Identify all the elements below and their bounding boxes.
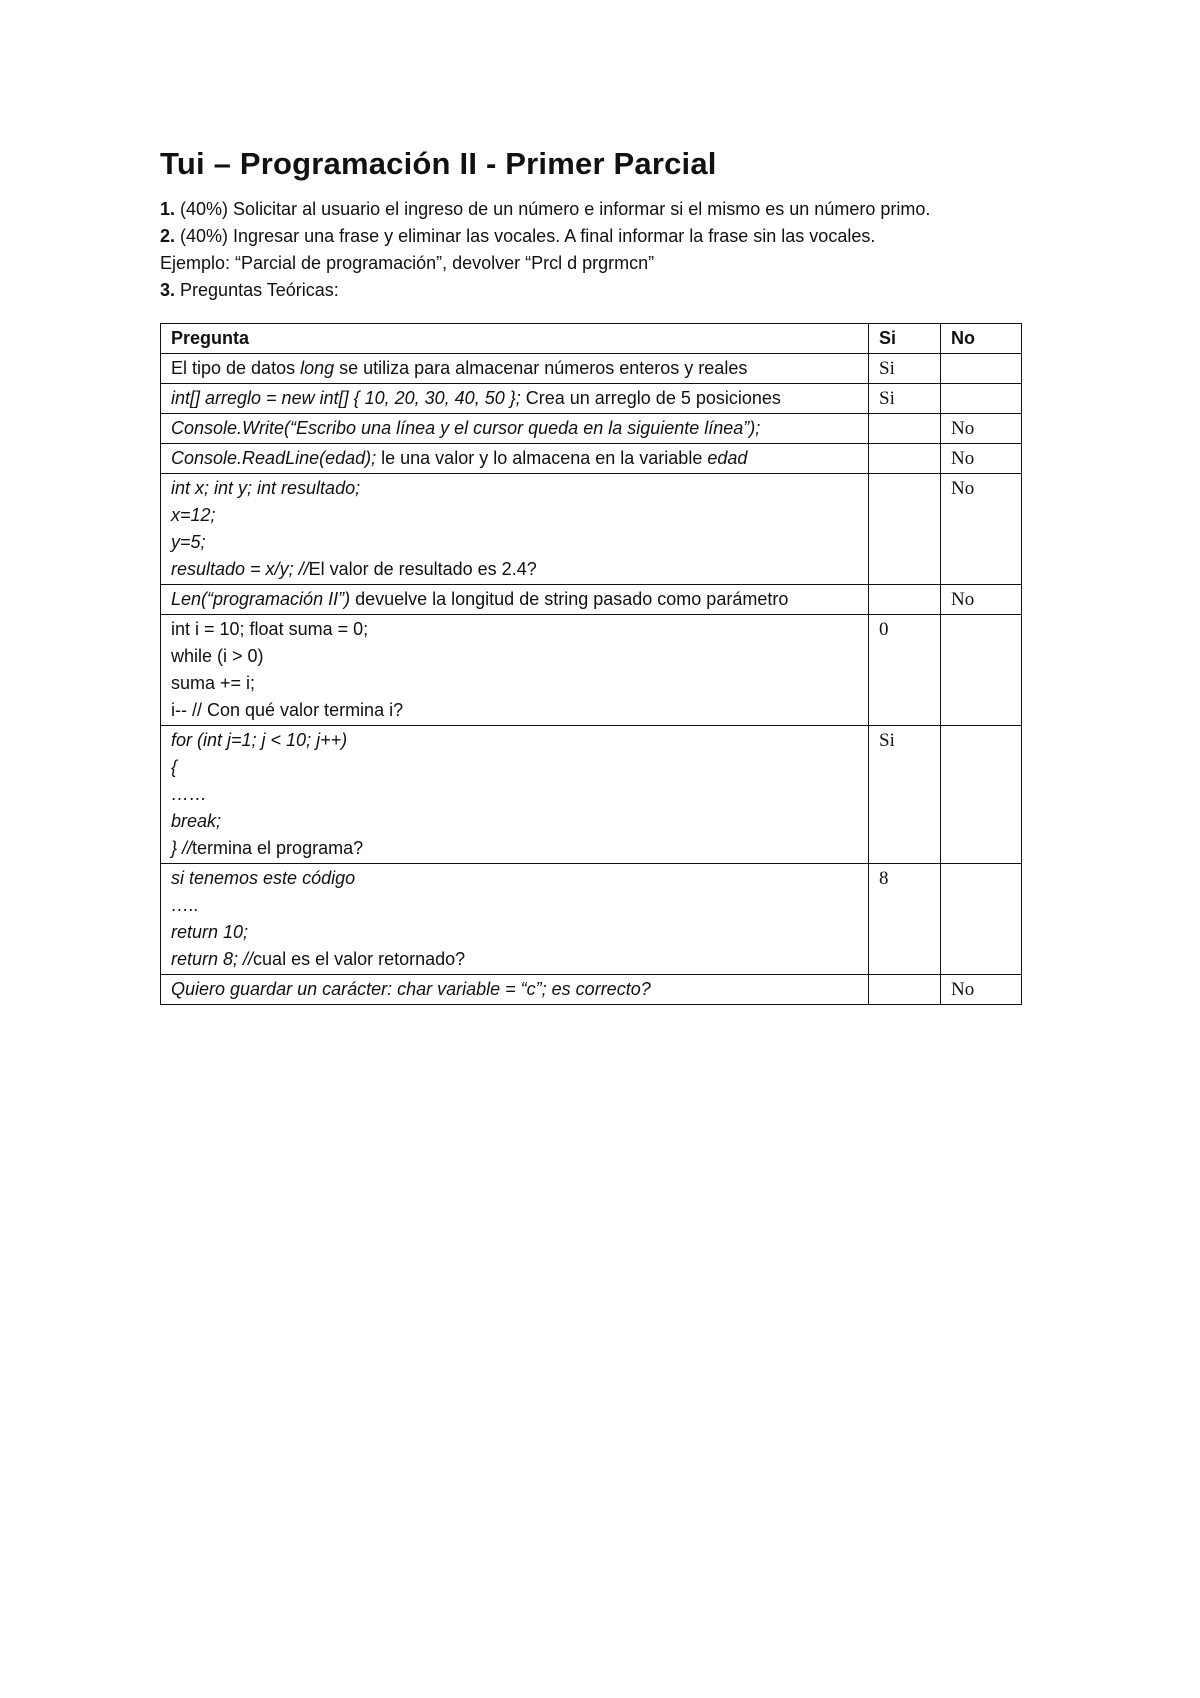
question-2-number: 2. bbox=[160, 225, 176, 246]
question-line bbox=[171, 670, 858, 697]
question-line bbox=[171, 475, 858, 502]
question-cell bbox=[161, 444, 869, 474]
question-text-fragment: edad bbox=[707, 448, 748, 468]
question-cell bbox=[161, 975, 869, 1005]
question-text-fragment: …… bbox=[171, 784, 207, 804]
question-line bbox=[171, 946, 858, 973]
question-1 bbox=[160, 196, 1020, 223]
question-text-fragment: } // bbox=[171, 838, 193, 858]
question-text-fragment: return 10; bbox=[171, 922, 249, 942]
table-row bbox=[161, 864, 1022, 975]
question-1-number: 1. bbox=[160, 198, 176, 219]
question-line bbox=[171, 643, 858, 670]
answer-no-cell: No bbox=[941, 444, 1022, 474]
table-row bbox=[161, 975, 1022, 1005]
question-text-fragment: se utiliza para almacenar números enteros y reales bbox=[334, 358, 748, 378]
question-cell bbox=[161, 474, 869, 585]
answer-si-cell: Si bbox=[869, 354, 941, 384]
question-text-fragment: break; bbox=[171, 811, 222, 831]
answer-no-cell: No bbox=[941, 585, 1022, 615]
question-3-text: Preguntas Teóricas: bbox=[180, 279, 339, 300]
question-line bbox=[171, 781, 858, 808]
question-line bbox=[171, 697, 858, 724]
question-text-fragment: resultado = x/y; // bbox=[171, 559, 309, 579]
question-text-fragment: cual es el valor retornado? bbox=[253, 949, 466, 969]
header-si: Si bbox=[869, 324, 941, 354]
question-2 bbox=[160, 223, 1020, 250]
question-text-fragment: int[] arreglo = new int[] { 10, 20, 30, 40, 50 }; bbox=[171, 388, 521, 408]
table-row bbox=[161, 474, 1022, 585]
questions-table bbox=[160, 323, 1022, 1005]
question-line bbox=[171, 835, 858, 862]
question-text-fragment: for (int j=1; j < 10; j++) bbox=[171, 730, 348, 750]
answer-si-cell: 0 bbox=[869, 615, 941, 726]
question-cell bbox=[161, 414, 869, 444]
answer-si-cell bbox=[869, 474, 941, 585]
question-text-fragment: Quiero guardar un carácter: char variable = “c”; es correcto? bbox=[171, 979, 651, 999]
answer-no-cell bbox=[941, 615, 1022, 726]
question-text-fragment: le una valor y lo almacena en la variable bbox=[376, 448, 708, 468]
table-row bbox=[161, 354, 1022, 384]
question-1-text: (40%) Solicitar al usuario el ingreso de un número e informar si el mismo es un número primo. bbox=[180, 198, 931, 219]
question-text-fragment: suma += i; bbox=[171, 673, 256, 693]
question-line bbox=[171, 919, 858, 946]
table-row bbox=[161, 726, 1022, 864]
answer-si-cell bbox=[869, 444, 941, 474]
question-3-number: 3. bbox=[160, 279, 176, 300]
table-row bbox=[161, 384, 1022, 414]
question-line bbox=[171, 892, 858, 919]
question-text-fragment: int x; int y; int resultado; bbox=[171, 478, 361, 498]
question-line bbox=[171, 727, 858, 754]
answer-si-cell: 8 bbox=[869, 864, 941, 975]
table-row bbox=[161, 414, 1022, 444]
question-line bbox=[171, 754, 858, 781]
table-body bbox=[161, 354, 1022, 1005]
question-text-fragment: while (i > 0) bbox=[171, 646, 264, 666]
question-3 bbox=[160, 277, 1020, 304]
answer-no-cell: No bbox=[941, 414, 1022, 444]
answer-no-cell bbox=[941, 384, 1022, 414]
question-text-fragment: Crea un arreglo de 5 posiciones bbox=[520, 388, 781, 408]
answer-si-cell: Si bbox=[869, 726, 941, 864]
question-text-fragment: Console.Write(“Escribo una línea y el cursor queda en la siguiente línea”); bbox=[171, 418, 761, 438]
answer-no-cell: No bbox=[941, 474, 1022, 585]
question-line bbox=[171, 865, 858, 892]
question-line bbox=[171, 529, 858, 556]
question-2-example: Ejemplo: “Parcial de programación”, devolver “Prcl d prgrmcn” bbox=[160, 252, 655, 273]
question-text-fragment: termina el programa? bbox=[192, 838, 364, 858]
answer-si-cell: Si bbox=[869, 384, 941, 414]
question-2-text: (40%) Ingresar una frase y eliminar las vocales. A final informar la frase sin las vocales. bbox=[180, 225, 876, 246]
question-text-fragment: ….. bbox=[171, 895, 200, 915]
question-text-fragment: si tenemos este código bbox=[171, 868, 356, 888]
question-text-fragment: El valor de resultado es 2.4? bbox=[308, 559, 537, 579]
question-text-fragment: long bbox=[300, 358, 335, 378]
question-line bbox=[171, 808, 858, 835]
answer-no-cell: No bbox=[941, 975, 1022, 1005]
question-cell bbox=[161, 615, 869, 726]
question-text-fragment: return 8; // bbox=[171, 949, 254, 969]
question-line bbox=[171, 502, 858, 529]
question-text-fragment: El tipo de datos bbox=[171, 358, 301, 378]
question-text-fragment: i-- // Con qué valor termina i? bbox=[171, 700, 404, 720]
question-text-fragment: { bbox=[171, 757, 178, 777]
answer-si-cell bbox=[869, 975, 941, 1005]
document-title: Tui – Programación II - Primer Parcial bbox=[160, 146, 717, 181]
answer-si-cell bbox=[869, 414, 941, 444]
question-text-fragment: Console.ReadLine(edad); bbox=[171, 448, 377, 468]
header-pregunta: Pregunta bbox=[161, 324, 869, 354]
question-text-fragment: int i = 10; float suma = 0; bbox=[171, 619, 369, 639]
question-cell bbox=[161, 726, 869, 864]
question-cell bbox=[161, 354, 869, 384]
question-line bbox=[171, 556, 858, 583]
question-cell bbox=[161, 384, 869, 414]
question-text-fragment: x=12; bbox=[171, 505, 216, 525]
question-line bbox=[171, 616, 858, 643]
table-header-row bbox=[161, 324, 1022, 354]
answer-no-cell bbox=[941, 354, 1022, 384]
question-text-fragment: Len(“programación II”) bbox=[171, 589, 351, 609]
table-row bbox=[161, 615, 1022, 726]
question-text-fragment: y=5; bbox=[171, 532, 206, 552]
question-cell bbox=[161, 864, 869, 975]
table-row bbox=[161, 444, 1022, 474]
header-no: No bbox=[941, 324, 1022, 354]
question-text-fragment: devuelve la longitud de string pasado como parámetro bbox=[350, 589, 789, 609]
answer-si-cell bbox=[869, 585, 941, 615]
table-row bbox=[161, 585, 1022, 615]
question-cell bbox=[161, 585, 869, 615]
answer-no-cell bbox=[941, 726, 1022, 864]
answer-no-cell bbox=[941, 864, 1022, 975]
document-body bbox=[160, 146, 1020, 304]
